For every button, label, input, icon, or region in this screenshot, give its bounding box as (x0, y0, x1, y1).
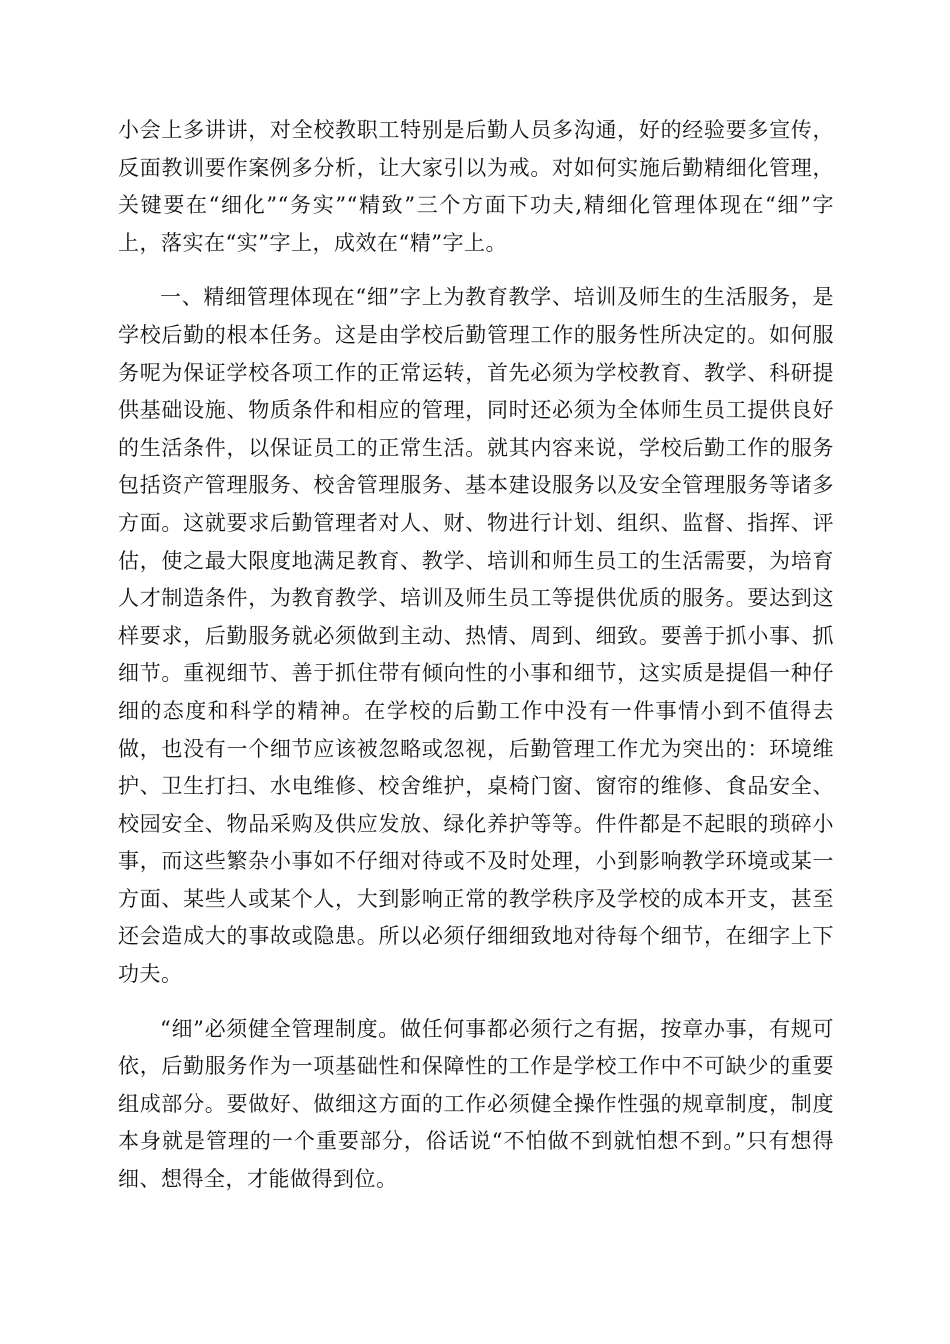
document-body (118, 112, 834, 1216)
paragraph-section-one: 一、精细管理体现在“细”字上为教育教学、培训及师生的生活服务，是学校后勤的根本任务。这是由学校后勤管理工作的服务性所决定的。如何服务呢为保证学校各项工作的正常运转，首先必须为学校教育、教学、科研提供基础设施、物质条件和相应的管理，同时还必须为全体师生员工提供良好的生活条件，以保证员工的正常生活。就其内容来说，学校后勤工作的服务包括资产管理服务、校舍管理服务、基本建设服务以及安全管理服务等诸多方面。这就要求后勤管理者对人、财、物进行计划、组织、监督、指挥、评估，使之最大限度地满足教育、教学、培训和师生员工的生活需要，为培育人才制造条件，为教育教学、培训及师生员工等提供优质的服务。要达到这样要求，后勤服务就必须做到主动、热情、周到、细致。要善于抓小事、抓细节。重视细节、善于抓住带有倾向性的小事和细节，这实质是提倡一种仔细的态度和科学的精神。在学校的后勤工作中没有一件事情小到不值得去做，也没有一个细节应该被忽略或忽视，后勤管理工作尤为突出的：环境维护、卫生打扫、水电维修、校舍维护，桌椅门窗、窗帘的维修、食品安全、校园安全、物品采购及供应发放、绿化养护等等。件件都是不起眼的琐碎小事，而这些繁杂小事如不仔细对待或不及时处理，小到影响教学环境或某一方面、某些人或某个人，大到影响正常的教学秩序及学校的成本开支，甚至还会造成大的事故或隐患。所以必须仔细细致地对待每个细节，在细字上下功夫。 (118, 285, 834, 987)
paragraph-intro: 小会上多讲讲，对全校教职工特别是后勤人员多沟通，好的经验要多宣传，反面教训要作案例多分析，让大家引以为戒。对如何实施后勤精细化管理，关键要在“细化”“务实”“精致”三个方面下功夫,精细化管理体现在“细”字上，落实在“实”字上，成效在“精”字上。 (118, 118, 834, 255)
paragraph-rules: “细”必须健全管理制度。做任何事都必须行之有据，按章办事，有规可依，后勤服务作为一项基础性和保障性的工作是学校工作中不可缺少的重要组成部分。要做好、做细这方面的工作必须健全操作性强的规章制度，制度本身就是管理的一个重要部分，俗话说“不怕做不到就怕想不到。”只有想得细、想得全，才能做得到位。 (118, 1016, 834, 1192)
